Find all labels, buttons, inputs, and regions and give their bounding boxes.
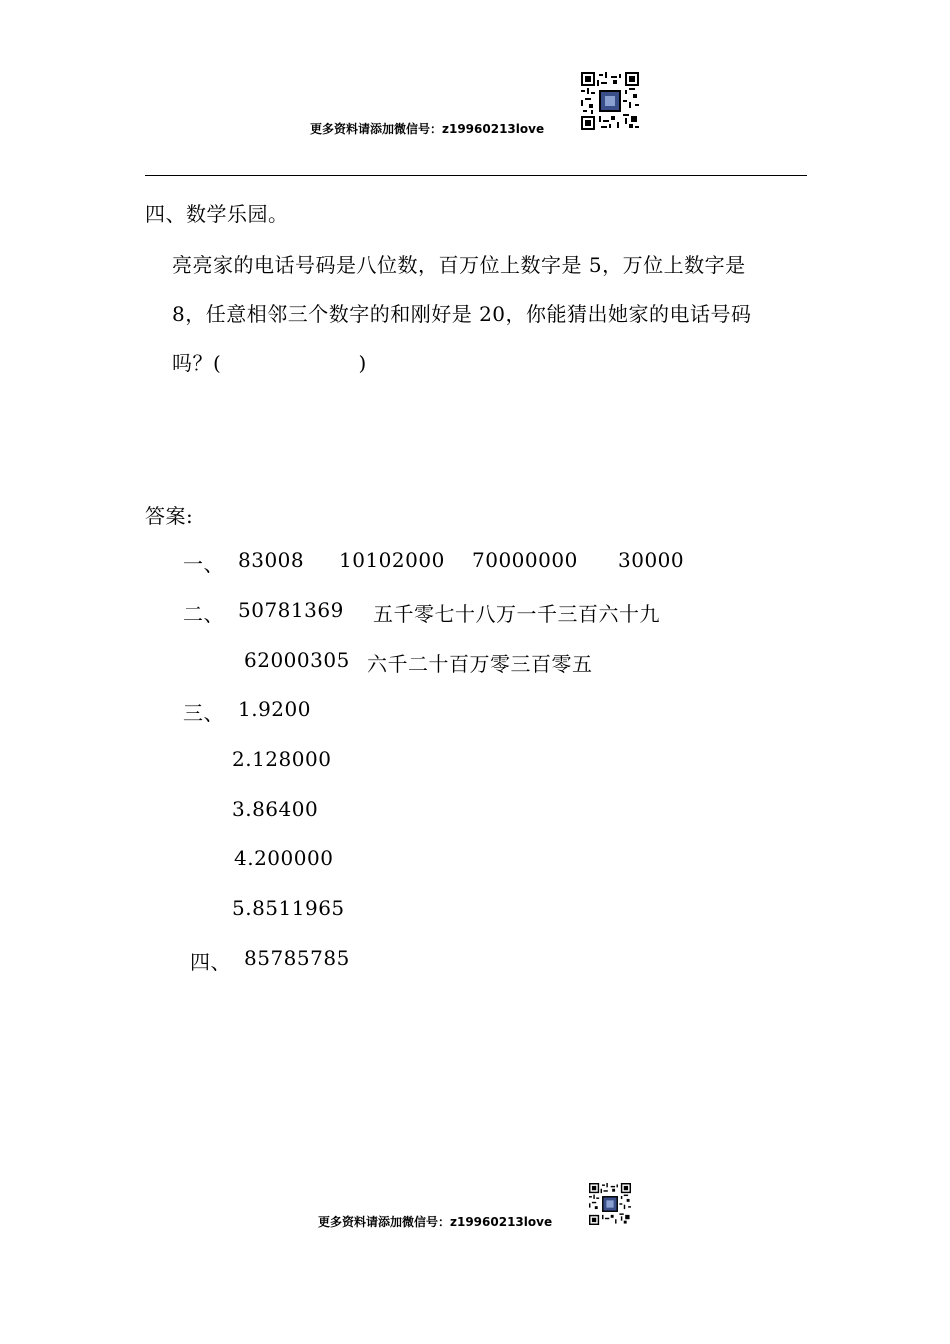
answer-2-number-1: 50781369: [238, 598, 344, 622]
answer-2-label: 二、: [183, 602, 224, 626]
answer-1-value-4: 30000: [618, 548, 685, 572]
answer-2-words-2: 六千二十百万零三百零五: [367, 652, 593, 676]
answer-2-words-1: 五千零七十八万一千三百六十九: [373, 602, 660, 626]
answer-2-number-2: 62000305: [244, 648, 350, 672]
answer-3-item-4: 4.200000: [234, 846, 334, 870]
answer-3-item-3: 3.86400: [232, 797, 319, 821]
header-divider: [145, 175, 807, 176]
footer-qr-code-icon: [589, 1183, 631, 1225]
qr-code-icon: [581, 72, 639, 130]
section4-line2: 8，任意相邻三个数字的和刚好是 20，你能猜出她家的电话号码: [172, 302, 752, 326]
answer-3-item-1: 1.9200: [238, 697, 311, 721]
answer-1-label: 一、: [183, 552, 224, 576]
answer-3-label: 三、: [183, 701, 224, 725]
section4-title: 四、数学乐园。: [145, 202, 289, 226]
answer-3-item-2: 2.128000: [232, 747, 332, 771]
answers-title: 答案:: [145, 504, 194, 528]
answer-1-value-2: 10102000: [339, 548, 445, 572]
answer-4-label: 四、: [190, 950, 231, 974]
answer-4-value: 85785785: [244, 946, 350, 970]
answer-1-value-3: 70000000: [472, 548, 578, 572]
section4-line1: 亮亮家的电话号码是八位数，百万位上数字是 5，万位上数字是: [172, 253, 746, 277]
answer-1-value-1: 83008: [238, 548, 305, 572]
footer-wechat-text: 更多资料请添加微信号：z19960213love: [318, 1215, 553, 1229]
section4-line3: 吗？( ): [172, 351, 367, 375]
answer-3-item-5: 5.8511965: [232, 896, 345, 920]
header-wechat-text: 更多资料请添加微信号：z19960213love: [310, 122, 545, 136]
